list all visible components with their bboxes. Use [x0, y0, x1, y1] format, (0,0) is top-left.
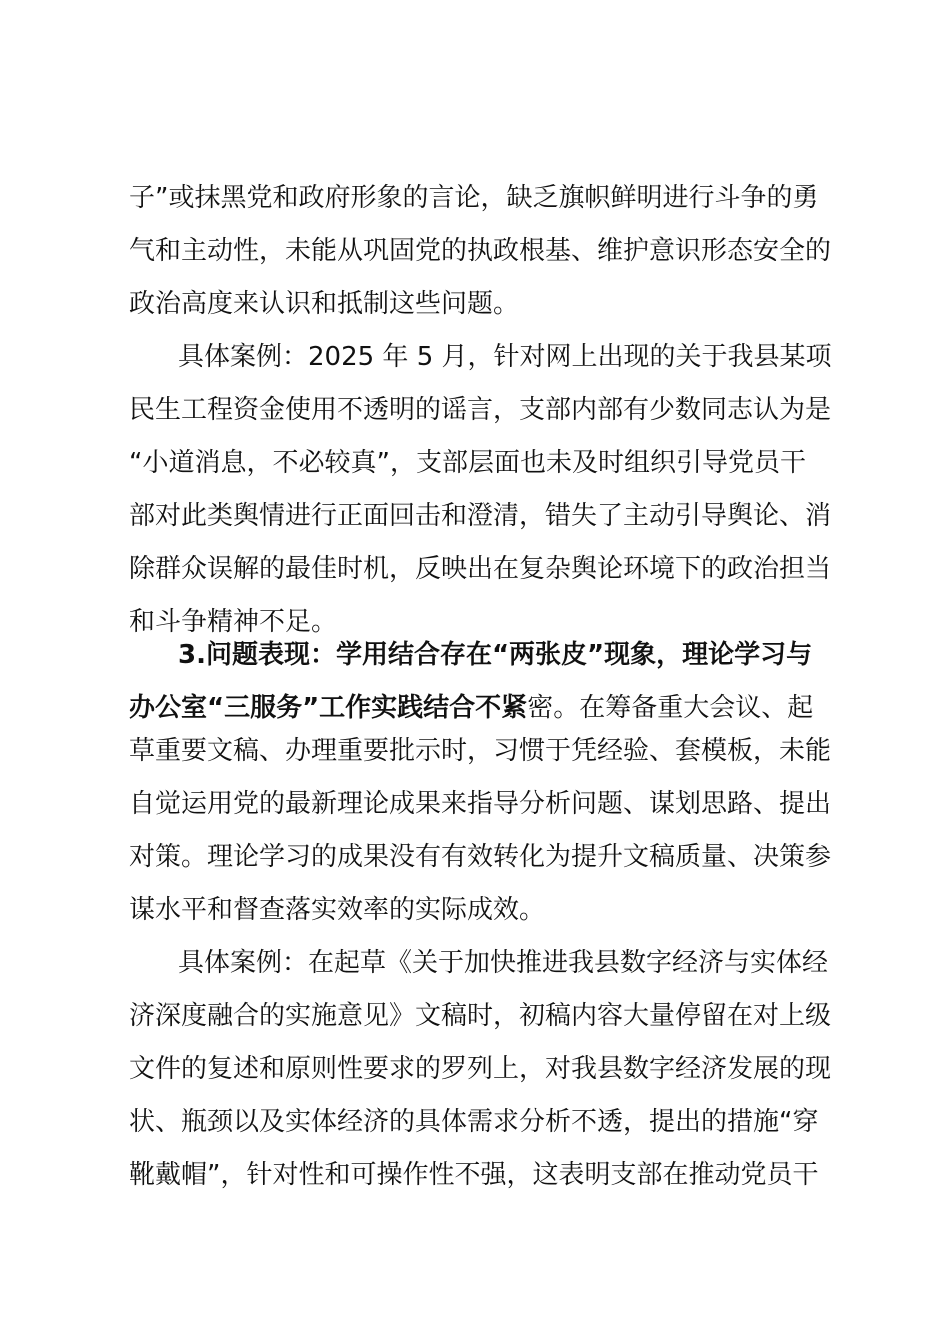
case-paragraph-first-line: 具体案例：在起草《关于加快推进我县数字经济与实体经: [178, 948, 829, 978]
paragraph-line: 文件的复述和原则性要求的罗列上，对我县数字经济发展的现: [129, 1054, 832, 1084]
paragraph-line: 自觉运用党的最新理论成果来指导分析问题、谋划思路、提出: [129, 789, 832, 819]
paragraph-line: 政治高度来认识和抵制这些问题。: [129, 289, 520, 319]
paragraph-line: 状、瓶颈以及实体经济的具体需求分析不透，提出的措施“穿: [129, 1107, 819, 1137]
case-paragraph-first-line: 具体案例：2025 年 5 月，针对网上出现的关于我县某项: [178, 342, 832, 372]
paragraph-line: 民生工程资金使用不透明的谣言，支部内部有少数同志认为是: [129, 395, 832, 425]
paragraph-line: 部对此类舆情进行正面回击和澄清，错失了主动引导舆论、消: [129, 501, 832, 531]
paragraph-line: 和斗争精神不足。: [129, 607, 338, 637]
paragraph-line: 对策。理论学习的成果没有有效转化为提升文稿质量、决策参: [129, 842, 832, 872]
paragraph-line: 气和主动性，未能从巩固党的执政根基、维护意识形态安全的: [129, 236, 832, 266]
paragraph-line: 谋水平和督查落实效率的实际成效。: [129, 895, 546, 925]
issue-heading-bold-part: 办公室“三服务”工作实践结合不紧: [129, 693, 528, 723]
paragraph-line: “小道消息，不必较真”，支部层面也未及时组织引导党员干: [129, 448, 806, 478]
issue-heading-line: 3.问题表现：学用结合存在“两张皮”现象，理论学习与: [178, 640, 813, 670]
paragraph-line: 子”或抹黑党和政府形象的言论，缺乏旗帜鲜明进行斗争的勇: [129, 183, 819, 213]
issue-heading-normal-part: 密。在筹备重大会议、起: [527, 693, 814, 723]
paragraph-line: 除群众误解的最佳时机，反映出在复杂舆论环境下的政治担当: [129, 554, 832, 584]
paragraph-line: 靴戴帽”，针对性和可操作性不强，这表明支部在推动党员干: [129, 1160, 819, 1190]
paragraph-line: 草重要文稿、办理重要批示时，习惯于凭经验、套模板，未能: [129, 736, 832, 766]
paragraph-line: 济深度融合的实施意见》文稿时，初稿内容大量停留在对上级: [129, 1001, 832, 1031]
